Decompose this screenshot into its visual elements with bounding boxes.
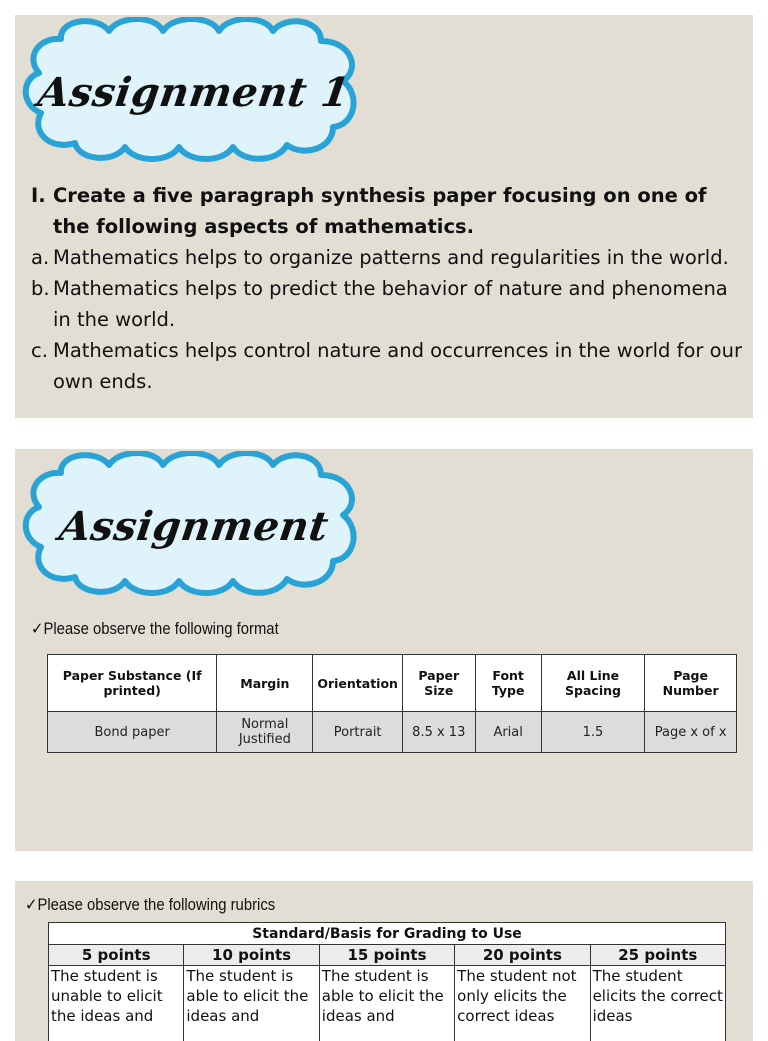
table-header: Font Type	[475, 655, 541, 712]
list-text: Mathematics helps to predict the behavior of nature and phenomena in the world.	[53, 273, 743, 335]
rubric-points-header: 15 points	[319, 945, 454, 966]
list-marker: a.	[31, 242, 53, 273]
table-header: Paper Substance (If printed)	[48, 655, 217, 712]
list-text: Mathematics helps control nature and occurrences in the world for our own ends.	[53, 335, 743, 397]
table-header: Margin	[217, 655, 313, 712]
table-header: Page Number	[645, 655, 737, 712]
list-text: Mathematics helps to organize patterns and regularities in the world.	[53, 242, 729, 273]
table-cell: Bond paper	[48, 712, 217, 753]
table-cell: 8.5 x 13	[402, 712, 475, 753]
table-cell: Portrait	[313, 712, 403, 753]
rubric-instruction: ✓Please observe the following rubrics	[25, 895, 275, 915]
rubric-cell: The student is able to elicit the ideas and	[184, 966, 319, 1041]
format-instruction: ✓Please observe the following format	[31, 619, 279, 639]
cloud-title-banner	[21, 451, 367, 601]
rubric-title: Standard/Basis for Grading to Use	[49, 923, 726, 945]
rubric-cell: The student is unable to elicit the ideas and	[49, 966, 184, 1041]
rubric-cell: The student elicits the correct ideas	[590, 966, 725, 1041]
list-item	[31, 242, 743, 273]
slide-rubrics	[15, 881, 753, 1041]
rubric-points-header: 5 points	[49, 945, 184, 966]
list-marker: c.	[31, 335, 53, 397]
list-text: Create a five paragraph synthesis paper focusing on one of the following aspects of mathematics.	[53, 180, 743, 242]
cloud-title-banner	[21, 17, 367, 167]
table-cell: 1.5	[541, 712, 645, 753]
table-cell: Arial	[475, 712, 541, 753]
rubric-points-row	[49, 945, 726, 966]
table-row	[49, 966, 726, 1041]
table-row	[48, 712, 737, 753]
rubric-points-header: 25 points	[590, 945, 725, 966]
list-item	[31, 335, 743, 397]
table-header: Orientation	[313, 655, 403, 712]
table-cell: Page x of x	[645, 712, 737, 753]
list-item	[31, 273, 743, 335]
table-header: Paper Size	[402, 655, 475, 712]
rubric-table	[48, 922, 726, 1041]
list-marker: I.	[31, 180, 53, 242]
assignment-1-list	[31, 180, 743, 397]
rubric-title-row	[49, 923, 726, 945]
slide-assignment-format	[15, 449, 753, 851]
assignment-title: Assignment	[15, 451, 378, 601]
table-cell: Normal Justified	[217, 712, 313, 753]
table-header-row	[48, 655, 737, 712]
format-table	[47, 654, 737, 753]
assignment-1-title: Assignment 1	[15, 17, 378, 167]
rubric-cell: The student not only elicits the correct ideas	[455, 966, 590, 1041]
rubric-cell: The student is able to elicit the ideas and	[319, 966, 454, 1041]
rubric-points-header: 20 points	[455, 945, 590, 966]
list-marker: b.	[31, 273, 53, 335]
slide-assignment-1	[15, 15, 753, 418]
rubric-points-header: 10 points	[184, 945, 319, 966]
list-item	[31, 180, 743, 242]
table-header: All Line Spacing	[541, 655, 645, 712]
